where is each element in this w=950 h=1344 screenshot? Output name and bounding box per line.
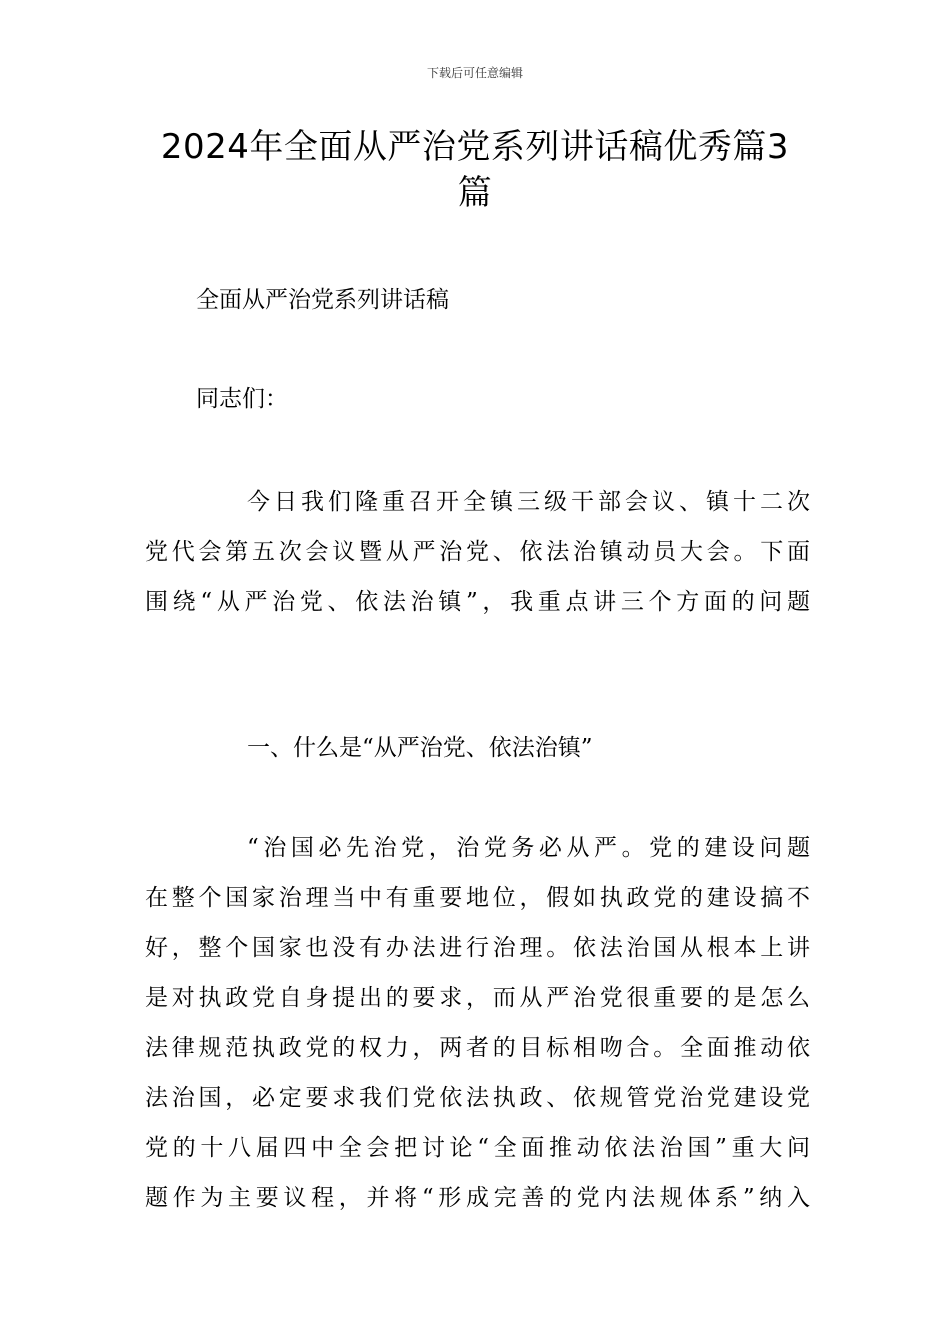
body-paragraph bbox=[145, 823, 810, 1223]
paragraph-line: 围绕“从严治党、依法治镇”，我重点讲三个方面的问题 bbox=[145, 589, 810, 615]
paragraph-line: 好，整个国家也没有办法进行治理。依法治国从根本上讲 bbox=[145, 935, 810, 961]
document-title-line: 2024年全面从严治党系列讲话稿优秀篇3 bbox=[160, 127, 790, 167]
paragraph-line: 题作为主要议程，并将“形成完善的党内法规体系”纳入 bbox=[145, 1185, 810, 1211]
paragraph-line: 党的十八届四中全会把讨论“全面推动依法治国”重大问 bbox=[145, 1135, 810, 1161]
paragraph-line: 在整个国家治理当中有重要地位，假如执政党的建设搞不 bbox=[145, 885, 810, 911]
paragraph-line: 法律规范执政党的权力，两者的目标相吻合。全面推动依 bbox=[145, 1035, 810, 1061]
document-title-line: 篇 bbox=[457, 173, 493, 213]
document-subtitle: 全面从严治党系列讲话稿 bbox=[196, 287, 449, 313]
paragraph-line: “治国必先治党，治党务必从严。党的建设问题 bbox=[247, 835, 810, 861]
intro-paragraph bbox=[145, 477, 810, 627]
section-heading: 一、什么是“从严治党、依法治镇” bbox=[247, 735, 593, 761]
paragraph-line: 党代会第五次会议暨从严治党、依法治镇动员大会。下面 bbox=[145, 539, 810, 565]
document-title bbox=[120, 124, 830, 216]
header-note: 下载后可任意编辑 bbox=[426, 66, 523, 80]
paragraph-line: 是对执政党自身提出的要求，而从严治党很重要的是怎么 bbox=[145, 985, 810, 1011]
paragraph-line: 法治国，必定要求我们党依法执政、依规管党治党建设党 bbox=[145, 1085, 810, 1111]
salutation: 同志们： bbox=[196, 386, 288, 412]
paragraph-line: 今日我们隆重召开全镇三级干部会议、镇十二次 bbox=[247, 489, 810, 515]
